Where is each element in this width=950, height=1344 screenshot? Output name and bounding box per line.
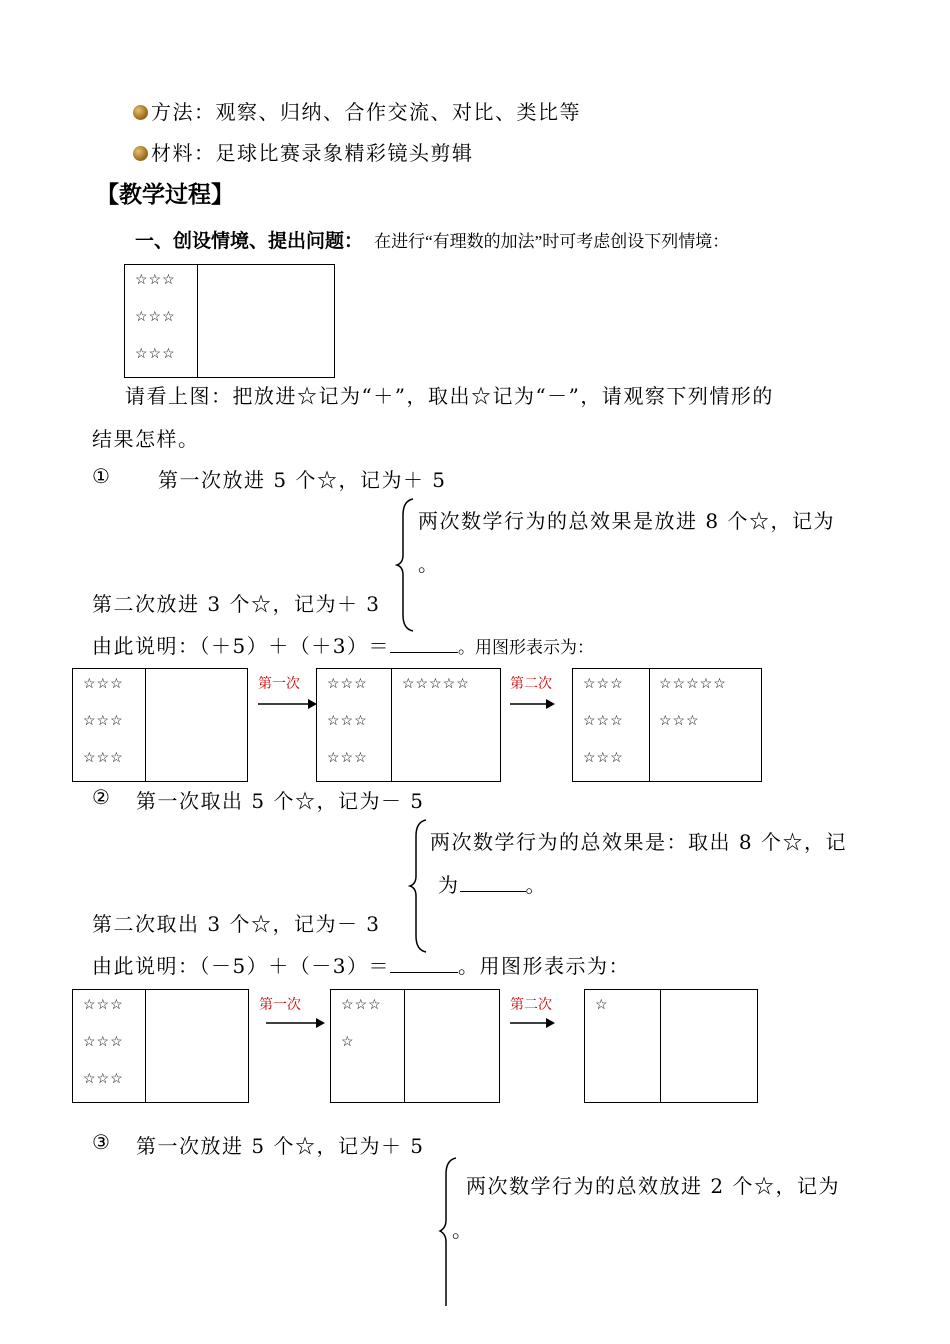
instruction-line1: 请看上图：把放进☆记为“＋”，取出☆记为“－”，请观察下列情形的 xyxy=(125,384,774,408)
box-divider xyxy=(145,669,146,781)
star-row: ☆☆☆ xyxy=(327,750,368,766)
star-row: ☆☆☆ xyxy=(583,750,624,766)
case2-summary: 两次数学行为的总效果是：取出 8 个☆，记 xyxy=(430,830,847,854)
box-divider xyxy=(197,265,198,377)
box-divider xyxy=(660,990,661,1102)
star-row: ☆ xyxy=(595,997,609,1013)
star-row: ☆☆☆ xyxy=(83,1071,124,1087)
answer-blank[interactable] xyxy=(390,634,458,653)
star-row: ☆ xyxy=(341,1034,355,1050)
star-row: ☆☆☆ xyxy=(135,309,176,325)
method-line: 方法：观察、归纳、合作交流、对比、类比等 xyxy=(133,96,581,125)
bullet-icon xyxy=(133,146,148,161)
right-arrow-icon xyxy=(256,697,318,711)
case1-second: 第二次放进 3 个☆，记为＋ 3 xyxy=(92,592,381,616)
case3-first: 第一次放进 5 个☆，记为＋ 5 xyxy=(136,1134,425,1158)
case2-figure-label: 。用图形表示为： xyxy=(457,954,630,978)
case1-summary-end: 。 xyxy=(418,552,440,576)
star-row: ☆☆☆ xyxy=(659,713,700,729)
initial-box xyxy=(124,264,335,378)
case2-number: ② xyxy=(92,785,112,809)
right-arrow-icon xyxy=(264,1016,326,1030)
case2-first: 第一次取出 5 个☆，记为－ 5 xyxy=(136,789,425,813)
case1-arrow2-label: 第二次 xyxy=(510,676,552,692)
case2-conclusion: 由此说明：（－5）＋（－3）＝ xyxy=(92,954,390,978)
star-row: ☆☆☆☆☆ xyxy=(402,676,470,692)
star-row: ☆☆☆ xyxy=(135,346,176,362)
case3-number: ③ xyxy=(92,1130,112,1154)
bullet-icon xyxy=(133,105,148,120)
star-row: ☆☆☆ xyxy=(327,713,368,729)
case1-number: ① xyxy=(92,464,112,488)
case1-box-after-second xyxy=(572,668,762,782)
star-row: ☆☆☆ xyxy=(83,750,124,766)
case3-summary: 两次数学行为的总效放进 2 个☆，记为 xyxy=(466,1174,840,1198)
case3-summary-end: 。 xyxy=(452,1218,474,1242)
star-row: ☆☆☆ xyxy=(341,997,382,1013)
case2-second: 第二次取出 3 个☆，记为－ 3 xyxy=(92,912,381,936)
box-divider xyxy=(649,669,650,781)
part1-note: 在进行“有理数的加法”时可考虑创设下列情境： xyxy=(374,232,730,251)
case2-box-after-first xyxy=(330,989,500,1103)
case1-figure-label: 。用图形表示为： xyxy=(457,638,594,657)
case2-brace xyxy=(408,818,430,954)
star-row: ☆☆☆ xyxy=(583,713,624,729)
case1-box-start xyxy=(72,668,248,782)
star-row: ☆☆☆ xyxy=(83,997,124,1013)
part1-heading: 一、创设情境、提出问题： xyxy=(135,230,364,252)
answer-blank[interactable] xyxy=(460,873,526,892)
answer-blank[interactable] xyxy=(390,954,458,973)
case1-conclusion: 由此说明：（＋5）＋（＋3）＝ xyxy=(92,634,390,658)
star-row: ☆☆☆ xyxy=(583,676,624,692)
case1-brace xyxy=(395,497,417,633)
star-row: ☆☆☆ xyxy=(83,713,124,729)
case2-conclusion-line xyxy=(92,950,630,979)
star-row: ☆☆☆☆☆ xyxy=(659,676,727,692)
case2-summary2-line: 为 。 xyxy=(438,873,547,897)
section-title: 【教学过程】 xyxy=(96,182,234,208)
star-row: ☆☆☆ xyxy=(327,676,368,692)
case1-box-after-first xyxy=(316,668,501,782)
star-row: ☆☆☆ xyxy=(135,272,176,288)
part1-heading-line xyxy=(135,226,729,253)
box-divider xyxy=(404,990,405,1102)
case2-box-after-second xyxy=(584,989,758,1103)
star-row: ☆☆☆ xyxy=(83,676,124,692)
star-row: ☆☆☆ xyxy=(83,1034,124,1050)
box-divider xyxy=(145,990,146,1102)
case2-box-start xyxy=(72,989,249,1103)
case1-first: 第一次放进 5 个☆，记为＋ 5 xyxy=(158,468,447,492)
right-arrow-icon xyxy=(508,697,556,711)
case2-arrow1-label: 第一次 xyxy=(259,997,301,1013)
right-arrow-icon xyxy=(508,1016,556,1030)
case1-conclusion-line xyxy=(92,630,594,659)
material-line: 材料：足球比赛录象精彩镜头剪辑 xyxy=(133,137,474,166)
case1-arrow1-label: 第一次 xyxy=(258,676,300,692)
box-divider xyxy=(391,669,392,781)
case1-summary: 两次数学行为的总效果是放进 8 个☆，记为 xyxy=(418,509,835,533)
case2-arrow2-label: 第二次 xyxy=(510,997,552,1013)
instruction-line2: 结果怎样。 xyxy=(92,427,200,451)
